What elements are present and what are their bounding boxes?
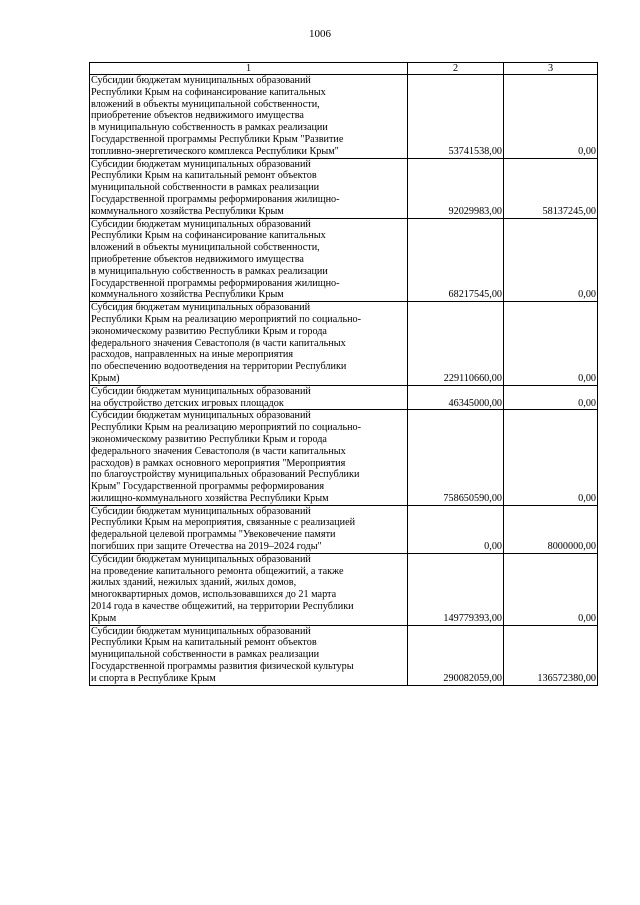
- row-amount-col2: 290082059,00: [408, 625, 504, 685]
- row-amount-col3: 0,00: [504, 553, 598, 625]
- header-row: [90, 63, 598, 75]
- row-amount-col3: 0,00: [504, 410, 598, 505]
- row-description: Субсидии бюджетам муниципальных образований Республики Крым на капитальный ремонт объектов муниципальной собственности в рамках реализации Государственной программы реформирования жилищно- коммунального хозяйства Республики Крым: [90, 158, 408, 218]
- row-amount-col3: 0,00: [504, 302, 598, 386]
- row-description: Субсидии бюджетам муниципальных образований Республики Крым на мероприятия, связанные с реализацией федеральной целевой программы "Увековечение памяти погибших при защите Отечества на 2019–2024 годы": [90, 505, 408, 553]
- header-col-2: 2: [408, 63, 504, 75]
- row-amount-col2: 0,00: [408, 505, 504, 553]
- table-row: [90, 410, 598, 505]
- row-amount-col2: 53741538,00: [408, 75, 504, 159]
- row-amount-col3: 0,00: [504, 385, 598, 410]
- table-row: [90, 553, 598, 625]
- table-row: [90, 385, 598, 410]
- row-description: Субсидии бюджетам муниципальных образований Республики Крым на реализацию мероприятий по социально- экономическому развитию Республики Крым и города федерального значения Севастополя (в части капитальных расходов) в рамках основного мероприятия "Мероприятия по благоустройству муниципальных образований Республики Крым" Государственной программы реформирования жилищно-коммунального хозяйства Республики Крым: [90, 410, 408, 505]
- row-amount-col3: 58137245,00: [504, 158, 598, 218]
- row-amount-col3: 136572380,00: [504, 625, 598, 685]
- row-amount-col2: 149779393,00: [408, 553, 504, 625]
- table-row: [90, 302, 598, 386]
- row-amount-col2: 68217545,00: [408, 218, 504, 302]
- row-amount-col2: 758650590,00: [408, 410, 504, 505]
- row-amount-col2: 92029983,00: [408, 158, 504, 218]
- table-row: [90, 158, 598, 218]
- row-amount-col2: 46345000,00: [408, 385, 504, 410]
- row-amount-col2: 229110660,00: [408, 302, 504, 386]
- row-amount-col3: 8000000,00: [504, 505, 598, 553]
- page-number: 1006: [309, 28, 331, 40]
- row-description: Субсидии бюджетам муниципальных образований на обустройство детских игровых площадок: [90, 385, 408, 410]
- row-amount-col3: 0,00: [504, 75, 598, 159]
- table-row: [90, 505, 598, 553]
- header-col-1: 1: [90, 63, 408, 75]
- table-row: [90, 218, 598, 302]
- row-description: Субсидии бюджетам муниципальных образований на проведение капитального ремонта общежитий, а также жилых зданий, нежилых зданий, жилых домов, многоквартирных домов, использовавшихся до 21 марта 2014 года в качестве общежитий, на территории Республики Крым: [90, 553, 408, 625]
- row-amount-col3: 0,00: [504, 218, 598, 302]
- row-description: Субсидии бюджетам муниципальных образований Республики Крым на софинансирование капитальных вложений в объекты муниципальной собственности, приобретение объектов недвижимого имущества в муниципальную собственность в рамках реализации Государственной программы реформирования жилищно- коммунального хозяйства Республики Крым: [90, 218, 408, 302]
- header-col-3: 3: [504, 63, 598, 75]
- budget-table: [89, 62, 598, 686]
- row-description: Субсидии бюджетам муниципальных образований Республики Крым на софинансирование капитальных вложений в объекты муниципальной собственности, приобретение объектов недвижимого имущества в муниципальную собственность в рамках реализации Государственной программы Республики Крым "Развитие топливно-энергетического комплекса Республики Крым": [90, 75, 408, 159]
- row-description: Субсидия бюджетам муниципальных образований Республики Крым на реализацию мероприятий по социально- экономическому развитию Республики Крым и города федерального значения Севастополя (в части капитальных расходов, направленных на иные мероприятия по обеспечению водоотведения на территории Республики Крым): [90, 302, 408, 386]
- table-row: [90, 625, 598, 685]
- row-description: Субсидии бюджетам муниципальных образований Республики Крым на капитальный ремонт объектов муниципальной собственности в рамках реализации Государственной программы развития физической культуры и спорта в Республике Крым: [90, 625, 408, 685]
- table-row: [90, 75, 598, 159]
